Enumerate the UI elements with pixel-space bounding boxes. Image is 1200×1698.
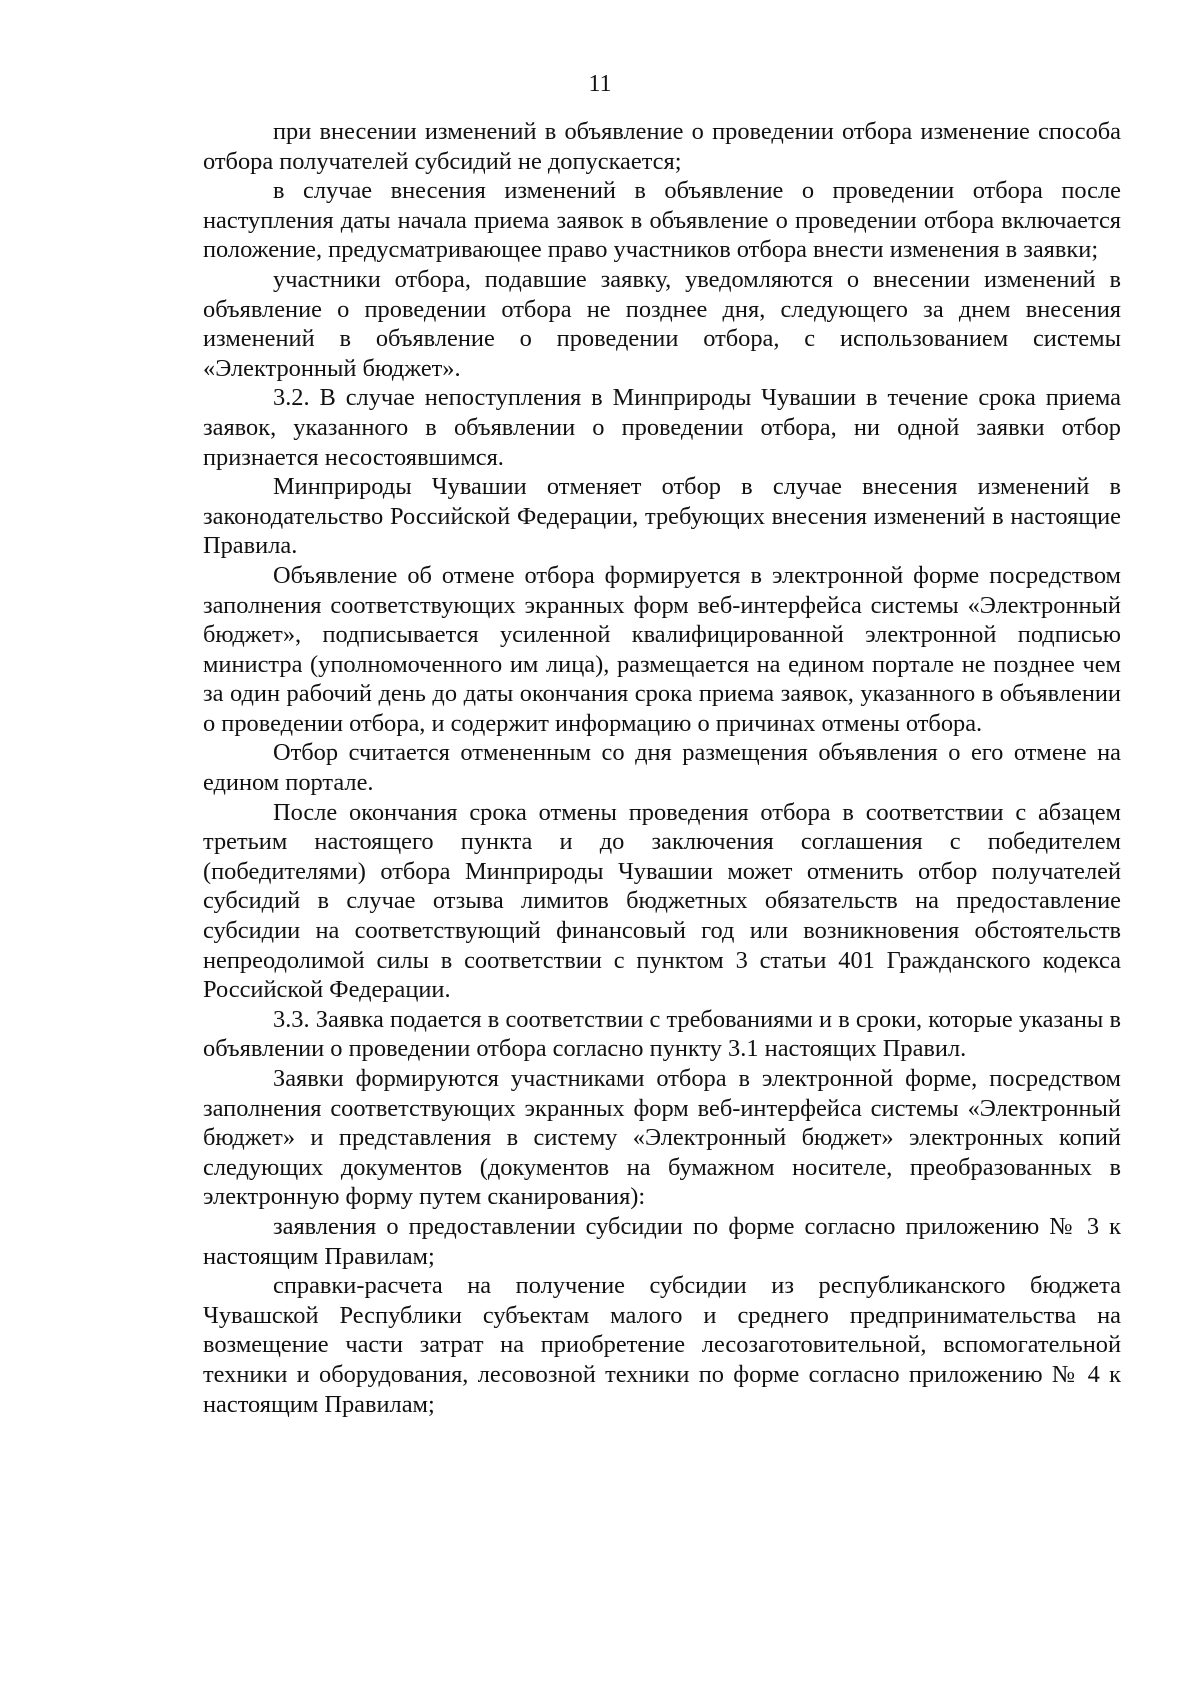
paragraph: при внесении изменений в объявление о проведении отбора изменение способа отбора получателей субсидий не допускается; bbox=[203, 118, 1121, 175]
paragraph: в случае внесения изменений в объявление о проведении отбора после наступления даты начала приема заявок в объявление о проведении отбора включается положение, предусматривающее право участников отбора внести изменения в заявки; bbox=[203, 177, 1121, 264]
paragraph: Минприроды Чувашии отменяет отбор в случае внесения изменений в законодательство Российской Федерации, требующих внесения изменений в настоящие Правила. bbox=[203, 473, 1121, 560]
paragraph: 3.3. Заявка подается в соответствии с требованиями и в сроки, которые указаны в объявлении о проведении отбора согласно пункту 3.1 настоящих Правил. bbox=[203, 1005, 1121, 1063]
paragraph: справки-расчета на получение субсидии из республиканского бюджета Чувашской Республики субъектам малого и среднего предпринимательства на возмещение части затрат на приобретение лесозаготовительной, вспомогательной техники и оборудования, лесовозной техники по форме согласно приложению № 4 к настоящим Правилам; bbox=[203, 1272, 1121, 1418]
paragraph: участники отбора, подавшие заявку, уведомляются о внесении изменений в объявление о проведении отбора не позднее дня, следующего за днем внесения изменений в объявление о проведении отбора, с использованием системы «Электронный бюджет». bbox=[203, 265, 1121, 382]
paragraph: Объявление об отмене отбора формируется в электронной форме посредством заполнения соответствующих экранных форм веб-интерфейса системы «Электронный бюджет», подписывается усиленной квалифицированной электронной подписью министра (уполномоченного им лица), размещается на едином портале не позднее чем за один рабочий день до даты окончания срока приема заявок, указанного в объявлении о проведении отбора, и содержит информацию о причинах отмены отбора. bbox=[203, 561, 1121, 737]
document-body bbox=[203, 117, 1121, 1419]
paragraph: Отбор считается отмененным со дня размещения объявления о его отмене на едином портале. bbox=[203, 739, 1121, 797]
paragraph: 3.2. В случае непоступления в Минприроды Чувашии в течение срока приема заявок, указанного в объявлении о проведении отбора, ни одной заявки отбор признается несостоявшимся. bbox=[203, 384, 1121, 471]
page-number: 11 bbox=[588, 71, 612, 97]
paragraph: После окончания срока отмены проведения отбора в соответствии с абзацем третьим настоящего пункта и до заключения соглашения с победителем (победителями) отбора Минприроды Чувашии может отменить отбор получателей субсидий в случае отзыва лимитов бюджетных обязательств на предоставление субсидии на соответствующий финансовый год или возникновения обстоятельств непреодолимой силы в соответствии с пунктом 3 статьи 401 Гражданского кодекса Российской Федерации. bbox=[203, 798, 1121, 1004]
paragraph: заявления о предоставлении субсидии по форме согласно приложению № 3 к настоящим Правилам; bbox=[203, 1212, 1121, 1270]
paragraph: Заявки формируются участниками отбора в электронной форме, посредством заполнения соответствующих экранных форм веб-интерфейса системы «Электронный бюджет» и представления в систему «Электронный бюджет» электронных копий следующих документов (документов на бумажном носителе, преобразованных в электронную форму путем сканирования): bbox=[203, 1065, 1121, 1211]
